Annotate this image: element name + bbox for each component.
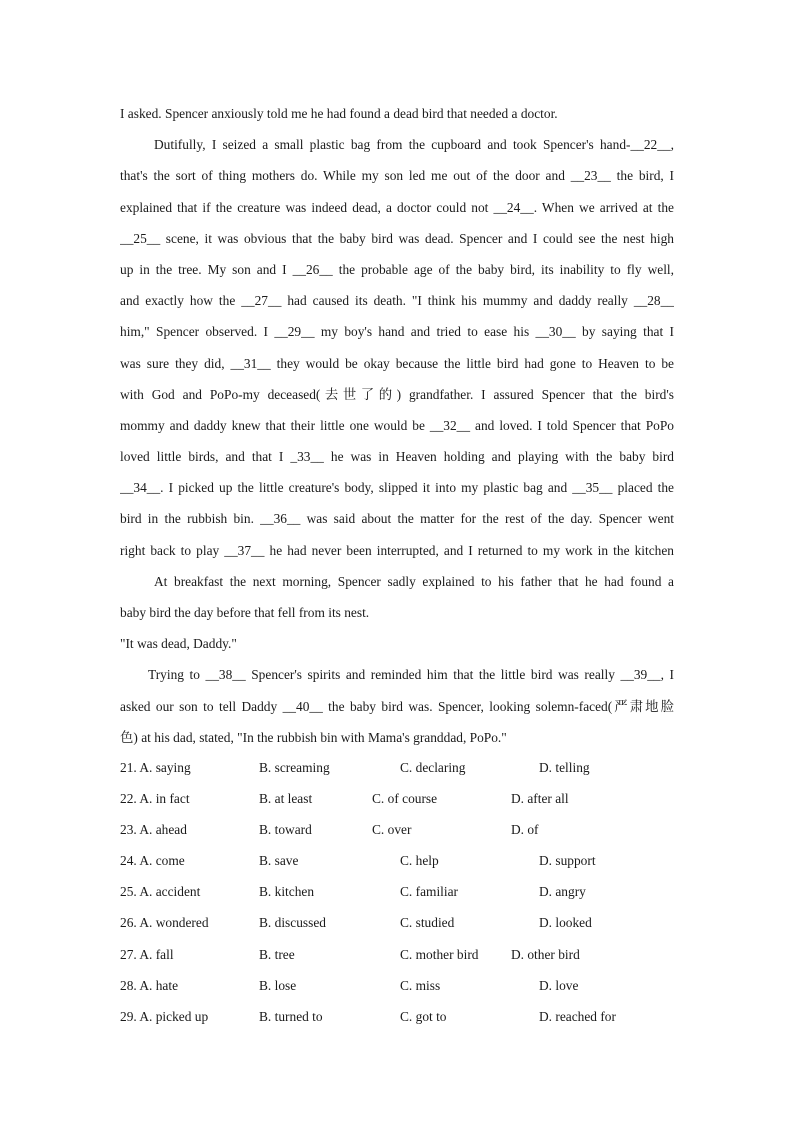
- option-a: 28. A. hate: [120, 977, 179, 993]
- option-b: B. screaming: [259, 760, 330, 775]
- passage-line: that's the sort of thing mothers do. While my son led me out of the door and __23__ the bird, I: [120, 168, 674, 184]
- option-d: D. reached for: [539, 1008, 616, 1024]
- question-row: [120, 1001, 680, 1032]
- answer-options: [120, 752, 680, 1032]
- option-a: 23. A. ahead: [120, 822, 187, 838]
- option-a: 21. A. saying: [120, 760, 191, 775]
- option-b: B. at least: [259, 791, 313, 807]
- option-d: D. looked: [539, 915, 592, 931]
- question-row: [120, 907, 680, 938]
- passage-line: baby bird the day before that fell from its nest.: [120, 605, 370, 620]
- option-c: C. miss: [400, 977, 441, 993]
- option-d: D. other bird: [511, 946, 580, 962]
- passage-line: him," Spencer observed. I __29__ my boy's hand and tried to ease his __30__ by saying that I: [120, 324, 674, 340]
- option-a: 25. A. accident: [120, 884, 201, 900]
- option-b: B. turned to: [259, 1008, 323, 1024]
- passage-line: was sure they did, __31__ they would be okay because the little bird had gone to Heaven to be: [120, 355, 674, 371]
- question-row: [120, 939, 680, 970]
- passage-line: and exactly how the __27__ had caused its death. "I think his mummy and daddy really __28__: [120, 293, 674, 309]
- option-c: C. over: [372, 822, 412, 838]
- reading-passage: [120, 98, 674, 753]
- option-a: 27. A. fall: [120, 946, 174, 962]
- option-b: B. discussed: [259, 915, 326, 931]
- passage-line: right back to play __37__ he had never been interrupted, and I returned to my work in the kitchen: [120, 542, 674, 558]
- question-row: [120, 783, 680, 814]
- option-c: C. of course: [372, 791, 438, 807]
- option-d: D. after all: [511, 791, 569, 807]
- passage-line: Trying to __38__ Spencer's spirits and reminded him that the little bird was really __39__, I: [148, 667, 674, 683]
- passage-line: with God and PoPo-my deceased(去世了的) grandfather. I assured Spencer that the bird's: [120, 386, 674, 402]
- option-d: D. of: [511, 822, 539, 838]
- passage-line: 色) at his dad, stated, "In the rubbish bin with Mama's granddad, PoPo.": [120, 729, 507, 745]
- passage-line: Dutifully, I seized a small plastic bag from the cupboard and took Spencer's hand-__22__,: [154, 137, 674, 153]
- option-d: D. telling: [539, 760, 590, 775]
- passage-line: bird in the rubbish bin. __36__ was said about the matter for the rest of the day. Spencer went: [120, 511, 674, 527]
- passage-line: explained that if the creature was indeed dead, a doctor could not __24__. When we arrived at the: [120, 199, 674, 215]
- option-a: 29. A. picked up: [120, 1008, 209, 1024]
- passage-line: __34__. I picked up the little creature's body, slipped it into my plastic bag and __35__ placed the: [120, 480, 674, 496]
- question-row: [120, 845, 680, 876]
- passage-line: up in the tree. My son and I __26__ the probable age of the baby bird, its inability to fly well,: [120, 261, 674, 277]
- option-c: C. declaring: [400, 760, 466, 775]
- option-d: D. angry: [539, 884, 586, 900]
- passage-line: asked our son to tell Daddy __40__ the baby bird was. Spencer, looking solemn-faced(严肃地脸: [120, 698, 674, 714]
- passage-line: At breakfast the next morning, Spencer sadly explained to his father that he had found a: [154, 573, 674, 589]
- passage-line: loved little birds, and that I _33__ he was in Heaven holding and playing with the baby bird: [120, 449, 674, 465]
- option-b: B. kitchen: [259, 884, 315, 900]
- option-d: D. support: [539, 853, 596, 869]
- option-b: B. tree: [259, 946, 295, 962]
- passage-line: I asked. Spencer anxiously told me he had found a dead bird that needed a doctor.: [120, 106, 558, 121]
- option-d: D. love: [539, 977, 579, 993]
- option-c: C. mother bird: [400, 946, 479, 962]
- option-b: B. toward: [259, 822, 312, 838]
- option-a: 22. A. in fact: [120, 791, 190, 807]
- option-c: C. help: [400, 853, 439, 869]
- option-c: C. familiar: [400, 884, 459, 900]
- option-b: B. save: [259, 853, 299, 869]
- option-c: C. studied: [400, 915, 455, 931]
- option-a: 24. A. come: [120, 853, 185, 869]
- question-row: [120, 876, 680, 907]
- question-row: [120, 970, 680, 1001]
- question-row: [120, 814, 680, 845]
- passage-line: __25__ scene, it was obvious that the baby bird was dead. Spencer and I could see the nest high: [120, 230, 674, 246]
- option-b: B. lose: [259, 977, 297, 993]
- option-c: C. got to: [400, 1008, 447, 1024]
- passage-line: "It was dead, Daddy.": [120, 636, 237, 652]
- option-a: 26. A. wondered: [120, 915, 209, 931]
- question-row: [120, 752, 680, 783]
- passage-line: mommy and daddy knew that their little one would be __32__ and loved. I told Spencer that PoPo: [120, 417, 674, 433]
